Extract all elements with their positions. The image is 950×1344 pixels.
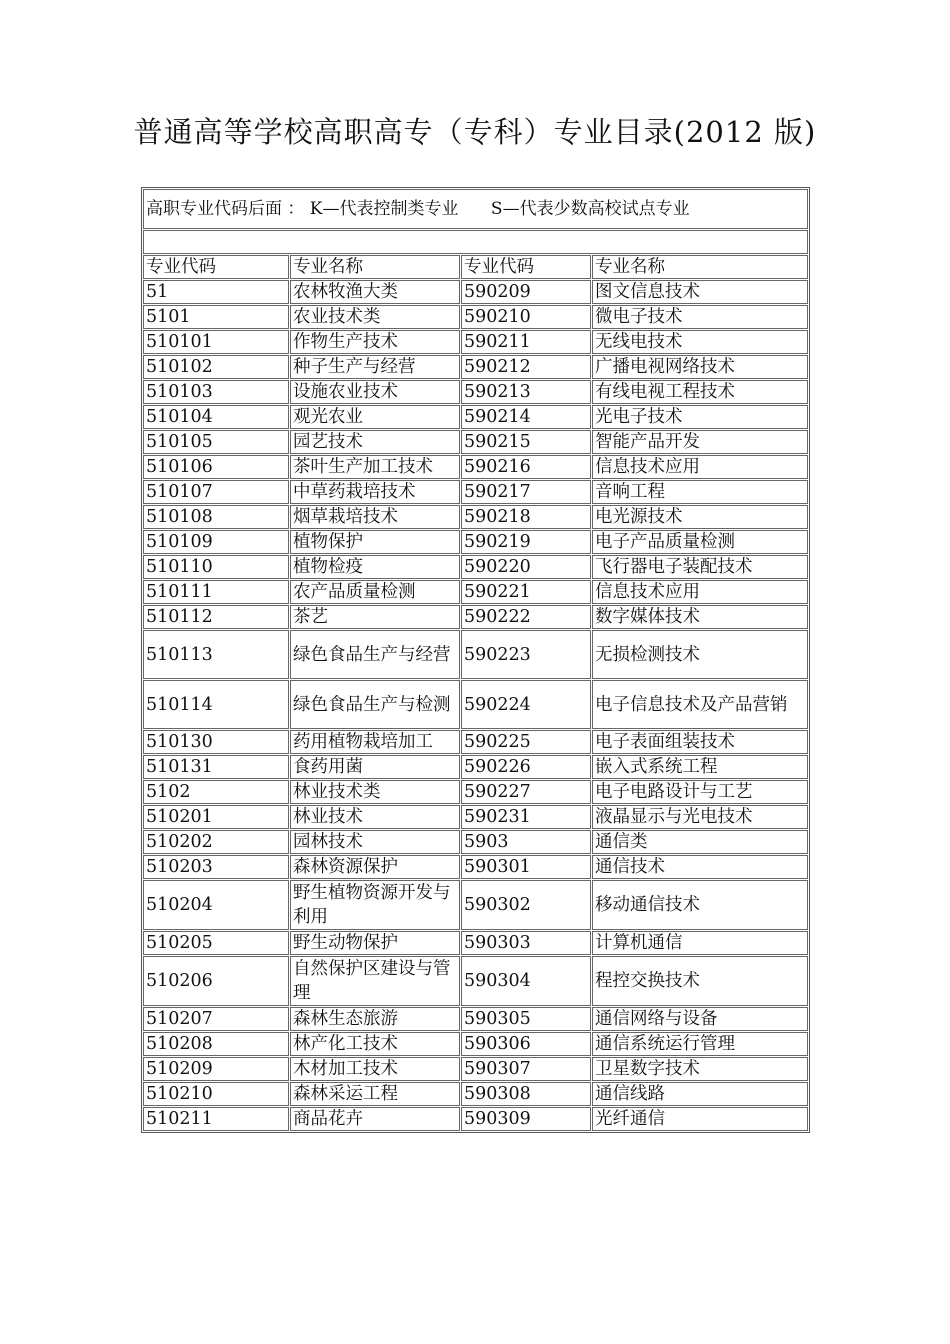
major-name-left: 食药用菌 xyxy=(290,755,460,779)
major-name-right: 电光源技术 xyxy=(592,505,808,529)
major-name-left: 烟草栽培技术 xyxy=(290,505,460,529)
major-name-left: 设施农业技术 xyxy=(290,380,460,404)
major-name-right: 通信系统运行管理 xyxy=(592,1032,808,1056)
table-row xyxy=(143,555,808,579)
table-row xyxy=(143,780,808,804)
major-code-right: 590219 xyxy=(461,530,591,554)
major-code-left: 5101 xyxy=(143,305,289,329)
blank-cell xyxy=(143,230,808,254)
major-name-right: 无线电技术 xyxy=(592,330,808,354)
major-code-left: 510211 xyxy=(143,1107,289,1131)
major-code-right: 590217 xyxy=(461,480,591,504)
major-name-right: 信息技术应用 xyxy=(592,580,808,604)
major-code-left: 510104 xyxy=(143,405,289,429)
major-code-right: 590301 xyxy=(461,855,591,879)
major-name-left: 森林生态旅游 xyxy=(290,1007,460,1031)
major-code-right: 590222 xyxy=(461,605,591,629)
major-name-left: 植物检疫 xyxy=(290,555,460,579)
major-code-left: 5102 xyxy=(143,780,289,804)
header-name-2: 专业名称 xyxy=(592,255,808,279)
header-code-2: 专业代码 xyxy=(461,255,591,279)
major-name-left: 林业技术 xyxy=(290,805,460,829)
major-name-left: 农林牧渔大类 xyxy=(290,280,460,304)
table-row xyxy=(143,355,808,379)
table-row xyxy=(143,755,808,779)
major-code-right: 590221 xyxy=(461,580,591,604)
major-name-right: 通信线路 xyxy=(592,1082,808,1106)
major-code-right: 590212 xyxy=(461,355,591,379)
major-code-right: 590307 xyxy=(461,1057,591,1081)
table-row xyxy=(143,380,808,404)
major-name-left: 林业技术类 xyxy=(290,780,460,804)
major-code-left: 510207 xyxy=(143,1007,289,1031)
major-name-right: 光电子技术 xyxy=(592,405,808,429)
major-code-right: 590225 xyxy=(461,730,591,754)
major-name-left: 森林资源保护 xyxy=(290,855,460,879)
major-code-left: 510108 xyxy=(143,505,289,529)
major-name-left: 林产化工技术 xyxy=(290,1032,460,1056)
major-code-left: 510113 xyxy=(143,630,289,679)
major-name-right: 无损检测技术 xyxy=(592,630,808,679)
major-code-left: 510210 xyxy=(143,1082,289,1106)
table-row xyxy=(143,1082,808,1106)
major-name-right: 飞行器电子装配技术 xyxy=(592,555,808,579)
major-name-right: 电子电路设计与工艺 xyxy=(592,780,808,804)
table-row xyxy=(143,455,808,479)
major-code-right: 590231 xyxy=(461,805,591,829)
major-name-right: 图文信息技术 xyxy=(592,280,808,304)
major-name-left: 自然保护区建设与管理 xyxy=(290,956,460,1006)
major-name-right: 电子产品质量检测 xyxy=(592,530,808,554)
major-name-right: 微电子技术 xyxy=(592,305,808,329)
table-row xyxy=(143,956,808,1006)
major-code-left: 510110 xyxy=(143,555,289,579)
major-name-right: 电子表面组装技术 xyxy=(592,730,808,754)
major-name-left: 园艺技术 xyxy=(290,430,460,454)
major-name-right: 电子信息技术及产品营销 xyxy=(592,680,808,729)
major-name-left: 茶艺 xyxy=(290,605,460,629)
table-row xyxy=(143,305,808,329)
major-name-left: 园林技术 xyxy=(290,830,460,854)
table-row xyxy=(143,1057,808,1081)
major-name-right: 嵌入式系统工程 xyxy=(592,755,808,779)
table-row xyxy=(143,680,808,729)
major-name-left: 农产品质量检测 xyxy=(290,580,460,604)
major-code-right: 590304 xyxy=(461,956,591,1006)
major-name-right: 光纤通信 xyxy=(592,1107,808,1131)
major-code-right: 590209 xyxy=(461,280,591,304)
table-row xyxy=(143,931,808,955)
major-name-left: 作物生产技术 xyxy=(290,330,460,354)
major-name-left: 绿色食品生产与经营 xyxy=(290,630,460,679)
table-row xyxy=(143,405,808,429)
major-name-left: 木材加工技术 xyxy=(290,1057,460,1081)
major-name-left: 野生动物保护 xyxy=(290,931,460,955)
table-row xyxy=(143,830,808,854)
major-name-left: 森林采运工程 xyxy=(290,1082,460,1106)
major-name-right: 卫星数字技术 xyxy=(592,1057,808,1081)
major-code-right: 590308 xyxy=(461,1082,591,1106)
table-row xyxy=(143,530,808,554)
major-name-right: 智能产品开发 xyxy=(592,430,808,454)
major-name-right: 信息技术应用 xyxy=(592,455,808,479)
major-code-right: 590224 xyxy=(461,680,591,729)
major-name-right: 通信技术 xyxy=(592,855,808,879)
major-code-right: 590211 xyxy=(461,330,591,354)
major-name-left: 观光农业 xyxy=(290,405,460,429)
table-row xyxy=(143,805,808,829)
header-name-1: 专业名称 xyxy=(290,255,460,279)
code-suffix-note: 高职专业代码后面 ： K—代表控制类专业 S—代表少数高校试点专业 xyxy=(143,189,808,229)
major-code-left: 510204 xyxy=(143,880,289,930)
major-name-right: 有线电视工程技术 xyxy=(592,380,808,404)
major-name-left: 种子生产与经营 xyxy=(290,355,460,379)
major-code-right: 590306 xyxy=(461,1032,591,1056)
table-row xyxy=(143,630,808,679)
major-code-left: 510201 xyxy=(143,805,289,829)
table-row xyxy=(143,280,808,304)
major-code-left: 510205 xyxy=(143,931,289,955)
major-name-right: 液晶显示与光电技术 xyxy=(592,805,808,829)
major-code-left: 510202 xyxy=(143,830,289,854)
major-code-left: 510103 xyxy=(143,380,289,404)
major-code-right: 590215 xyxy=(461,430,591,454)
major-code-left: 510209 xyxy=(143,1057,289,1081)
major-code-left: 510131 xyxy=(143,755,289,779)
major-code-right: 590303 xyxy=(461,931,591,955)
major-name-left: 植物保护 xyxy=(290,530,460,554)
major-code-left: 510105 xyxy=(143,430,289,454)
major-name-right: 通信网络与设备 xyxy=(592,1007,808,1031)
major-name-right: 移动通信技术 xyxy=(592,880,808,930)
table-row xyxy=(143,580,808,604)
major-code-right: 590302 xyxy=(461,880,591,930)
major-name-left: 野生植物资源开发与利用 xyxy=(290,880,460,930)
table-row xyxy=(143,480,808,504)
major-catalog-table xyxy=(141,187,810,1133)
major-code-left: 510203 xyxy=(143,855,289,879)
major-name-left: 商品花卉 xyxy=(290,1107,460,1131)
table-row xyxy=(143,505,808,529)
major-code-right: 590226 xyxy=(461,755,591,779)
major-name-right: 音响工程 xyxy=(592,480,808,504)
major-code-right: 590223 xyxy=(461,630,591,679)
major-code-right: 590220 xyxy=(461,555,591,579)
major-name-right: 广播电视网络技术 xyxy=(592,355,808,379)
table-row xyxy=(143,855,808,879)
major-name-right: 计算机通信 xyxy=(592,931,808,955)
table-row xyxy=(143,730,808,754)
major-code-right: 590214 xyxy=(461,405,591,429)
table-row xyxy=(143,1007,808,1031)
major-code-left: 510112 xyxy=(143,605,289,629)
major-code-right: 590218 xyxy=(461,505,591,529)
major-code-left: 510114 xyxy=(143,680,289,729)
table-row xyxy=(143,1107,808,1131)
major-name-right: 数字媒体技术 xyxy=(592,605,808,629)
major-code-left: 510102 xyxy=(143,355,289,379)
table-row xyxy=(143,1032,808,1056)
blank-row xyxy=(143,230,808,254)
major-code-left: 510106 xyxy=(143,455,289,479)
header-code-1: 专业代码 xyxy=(143,255,289,279)
major-code-left: 510208 xyxy=(143,1032,289,1056)
major-code-left: 510130 xyxy=(143,730,289,754)
major-name-right: 通信类 xyxy=(592,830,808,854)
major-code-left: 51 xyxy=(143,280,289,304)
major-code-right: 590210 xyxy=(461,305,591,329)
major-code-right: 590305 xyxy=(461,1007,591,1031)
major-code-right: 5903 xyxy=(461,830,591,854)
major-code-right: 590309 xyxy=(461,1107,591,1131)
table-row xyxy=(143,880,808,930)
major-name-left: 药用植物栽培加工 xyxy=(290,730,460,754)
major-code-left: 510111 xyxy=(143,580,289,604)
major-code-right: 590213 xyxy=(461,380,591,404)
table-row xyxy=(143,430,808,454)
major-name-left: 绿色食品生产与检测 xyxy=(290,680,460,729)
document-title: 普通高等学校高职高专（专科）专业目录(2012 版) xyxy=(133,115,817,149)
major-code-left: 510206 xyxy=(143,956,289,1006)
major-code-right: 590227 xyxy=(461,780,591,804)
major-code-left: 510109 xyxy=(143,530,289,554)
header-row xyxy=(143,255,808,279)
major-code-left: 510101 xyxy=(143,330,289,354)
table-row xyxy=(143,330,808,354)
major-name-left: 农业技术类 xyxy=(290,305,460,329)
major-code-right: 590216 xyxy=(461,455,591,479)
major-name-left: 中草药栽培技术 xyxy=(290,480,460,504)
major-code-left: 510107 xyxy=(143,480,289,504)
major-name-right: 程控交换技术 xyxy=(592,956,808,1006)
table-row xyxy=(143,605,808,629)
major-name-left: 茶叶生产加工技术 xyxy=(290,455,460,479)
note-row xyxy=(143,189,808,229)
